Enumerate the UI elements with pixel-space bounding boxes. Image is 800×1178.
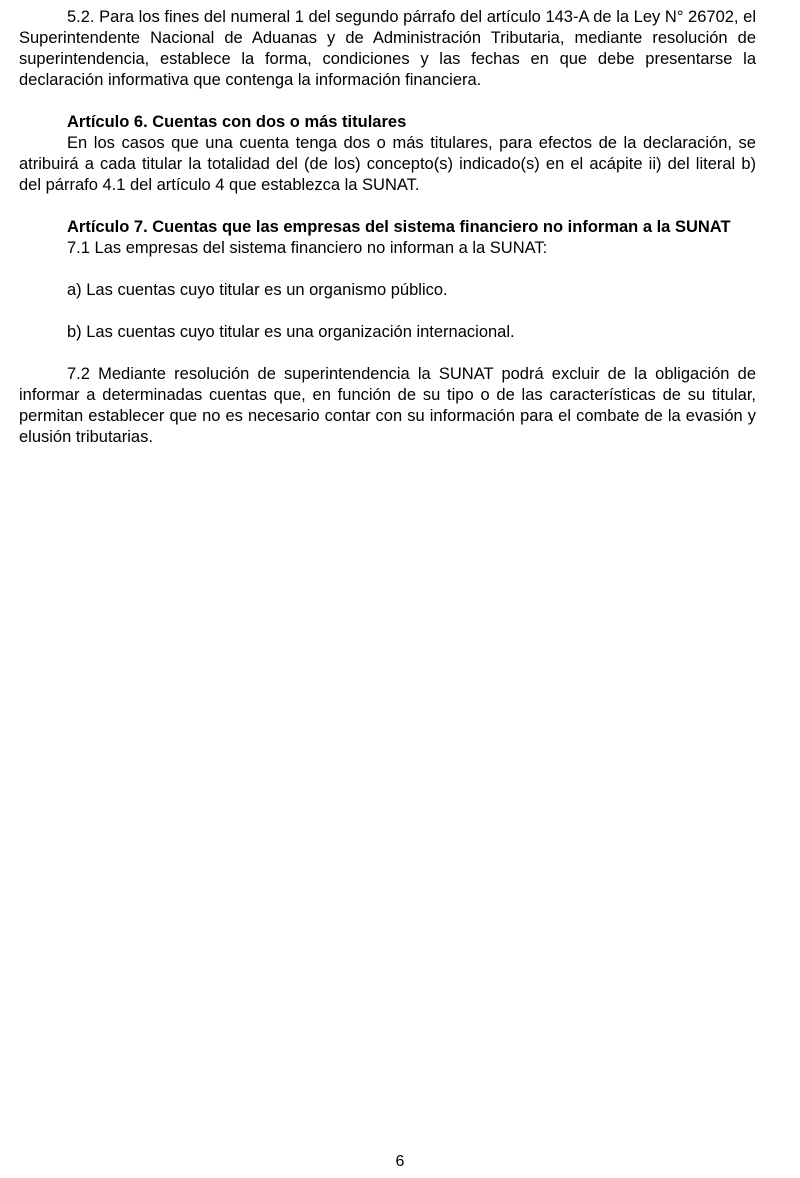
- list-item-a: a) Las cuentas cuyo titular es un organismo público.: [67, 281, 448, 299]
- list-item-b: b) Las cuentas cuyo titular es una organización internacional.: [67, 323, 515, 341]
- spacer: [19, 343, 756, 364]
- spacer: [19, 301, 756, 322]
- article-7-heading: Artículo 7. Cuentas que las empresas del sistema financiero no informan a la SUNAT: [67, 218, 731, 236]
- paragraph-7-2: 7.2 Mediante resolución de superintendencia la SUNAT podrá excluir de la obligación de informar a determinadas cuentas que, en función de su tipo o de las características de su titular, permitan establecer que no es necesario contar con su información para el combate de la evasión y elusión tributarias.: [19, 365, 756, 446]
- spacer: [19, 196, 756, 217]
- paragraph-7-1: 7.1 Las empresas del sistema financiero no informan a la SUNAT:: [67, 239, 548, 257]
- article-6-body: En los casos que una cuenta tenga dos o más titulares, para efectos de la declaración, se atribuirá a cada titular la totalidad del (de los) concepto(s) indicado(s) en el acápite ii) del literal b) del párrafo 4.1 del artículo 4 que establezca la SUNAT.: [19, 134, 756, 194]
- document-body: [19, 7, 756, 448]
- paragraph-5-2: 5.2. Para los fines del numeral 1 del segundo párrafo del artículo 143-A de la Ley N° 26702, el Superintendente Nacional de Aduanas y de Administración Tributaria, mediante resolución de superintendencia, establece la forma, condiciones y las fechas en que debe presentarse la declaración informativa que contenga la información financiera.: [19, 8, 756, 89]
- spacer: [19, 259, 756, 280]
- page-number: 6: [395, 1153, 405, 1170]
- spacer: [19, 91, 756, 112]
- article-6-heading: Artículo 6. Cuentas con dos o más titulares: [67, 113, 407, 131]
